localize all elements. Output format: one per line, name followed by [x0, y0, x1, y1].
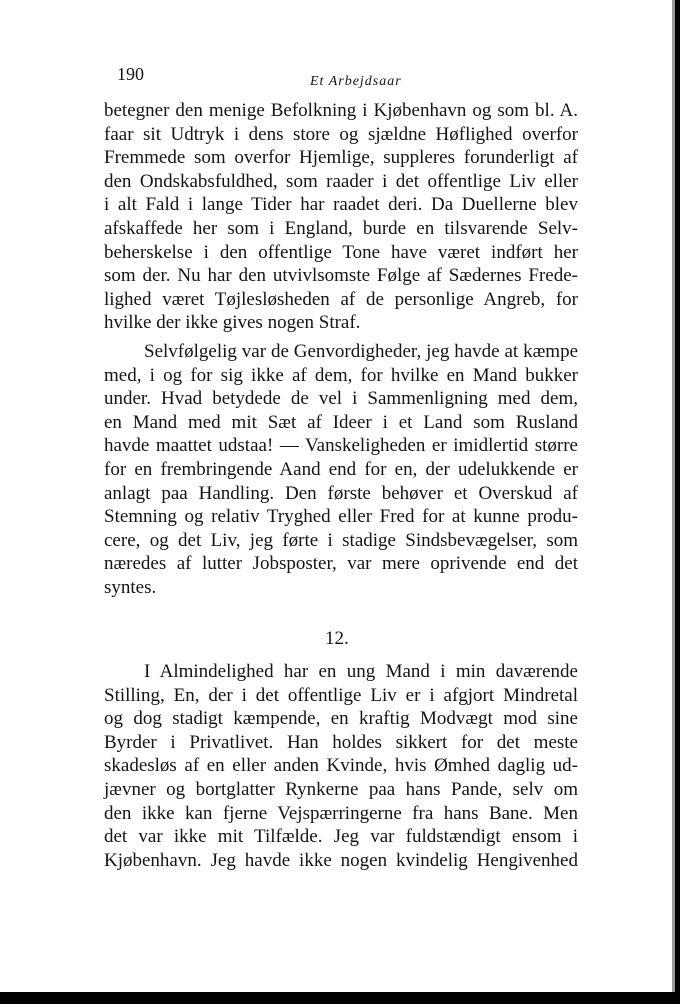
text-line: som der. Nu har den utvivlsomste Følge af Sædernes Frede-	[104, 265, 578, 287]
text-line: den Ondskabsfuldhed, som raader i det offentlige Liv eller	[104, 170, 578, 192]
page-edge-right	[675, 0, 680, 1004]
text-line: under. Hvad betydede de vel i Sammenligning med dem,	[104, 388, 578, 410]
text-line: beherskelse i den offentlige Tone have været indført her	[104, 241, 578, 263]
text-line: lighed været Tøjlesløsheden af de personlige Angreb, for	[104, 288, 578, 310]
paragraph-3	[104, 660, 578, 872]
chapter-number: 12.	[325, 628, 349, 649]
text-line: Stemning og relativ Tryghed eller Fred for at kunne produ-	[104, 506, 578, 528]
text-line: den ikke kan fjerne Vejspærringerne fra hans Bane. Men	[104, 802, 578, 824]
text-line: i alt Fald i lange Tider har raadet deri. Da Duellerne blev	[104, 194, 578, 216]
text-line: Selvfølgelig var de Genvordigheder, jeg havde at kæmpe	[144, 341, 578, 362]
running-head: Et Arbejdsaar	[310, 74, 402, 89]
paragraph-2	[104, 340, 578, 600]
paragraph-1	[104, 99, 578, 335]
text-line: det var ikke mit Tilfælde. Jeg var fuldstændigt ensom i	[104, 826, 578, 848]
page-number: 190	[117, 64, 144, 84]
text-line: Stilling, En, der i det offentlige Liv er i afgjort Mindretal	[104, 684, 578, 706]
text-line: for en frembringende Aand end for en, der udelukkende er	[104, 458, 578, 480]
text-line: I Almindelighed har en ung Mand i min daværende	[144, 661, 578, 682]
text-line: afskaffede her som i England, burde en tilsvarende Selv-	[104, 217, 578, 239]
page-edge-bottom	[0, 992, 680, 1004]
text-line: betegner den menige Befolkning i Kjøbenhavn og som bl. A.	[104, 100, 578, 121]
text-line: Fremmede som overfor Hjemlige, suppleres forunderligt af	[104, 147, 578, 169]
text-line: anlagt paa Handling. Den første behøver et Overskud af	[104, 482, 578, 504]
text-line: Kjøbenhavn. Jeg havde ikke nogen kvindelig Hengivenhed	[104, 849, 578, 871]
text-line: cere, og det Liv, jeg førte i stadige Sindsbevægelser, som	[104, 529, 578, 551]
text-line: skadesløs af en eller anden Kvinde, hvis Ømhed daglig ud-	[104, 755, 578, 777]
text-line: syntes.	[104, 576, 157, 598]
text-line: næredes af lutter Jobsposter, var mere oprivende end det	[104, 553, 578, 575]
text-line: faar sit Udtryk i dens store og sjældne Høflighed overfor	[104, 123, 578, 145]
text-line: med, i og for sig ikke af dem, for hvilke en Mand bukker	[104, 364, 578, 386]
text-line: Byrder i Privatlivet. Han holdes sikkert for det meste	[104, 731, 578, 753]
text-line: en Mand med mit Sæt af Ideer i et Land som Rusland	[104, 411, 578, 433]
text-line: og dog stadigt kæmpende, en kraftig Modvægt mod sine	[104, 708, 578, 730]
text-line: jævner og bortglatter Rynkerne paa hans Pande, selv om	[104, 778, 578, 800]
text-line: hvilke der ikke gives nogen Straf.	[104, 312, 361, 334]
text-line: havde maattet udstaa! — Vanskeligheden er imidlertid større	[104, 435, 578, 457]
